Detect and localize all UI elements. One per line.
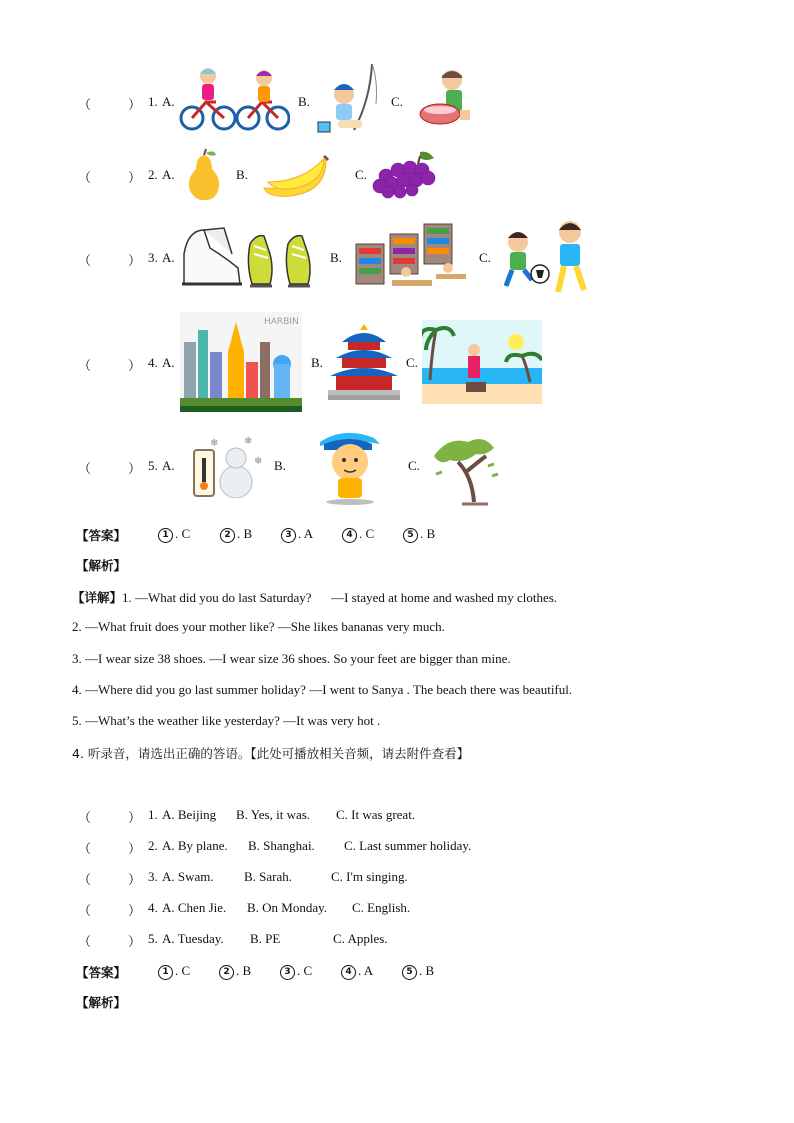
answer-item: 2 . B bbox=[219, 963, 251, 980]
option-b-label: B. bbox=[236, 167, 248, 182]
answer-item: 3 . A bbox=[281, 526, 313, 543]
option-a: A. By plane. bbox=[162, 838, 228, 853]
option-b: B. PE bbox=[250, 931, 281, 946]
detail-line-1: 【详解】1. —What did you do last Saturday? —I stayed at home and washed my clothes. bbox=[72, 590, 558, 605]
answer-label: 【答案】 bbox=[76, 528, 127, 543]
option-b: B. Shanghai. bbox=[248, 838, 315, 853]
analysis-label: 【解析】 bbox=[76, 558, 127, 573]
paren-close: ） bbox=[128, 97, 142, 112]
option-b: B. Yes, it was. bbox=[236, 807, 311, 822]
beach-icon bbox=[422, 320, 542, 404]
grapes-icon bbox=[372, 148, 440, 200]
harbin-city-icon bbox=[180, 312, 302, 412]
question-number: 1. bbox=[148, 94, 158, 109]
shoes-icon bbox=[180, 224, 322, 290]
question-number: 3. bbox=[148, 250, 158, 265]
svg-text:❄: ❄ bbox=[244, 436, 253, 447]
detail-line-2: 2. —What fruit does your mother like? —She likes bananas very much. bbox=[72, 619, 445, 634]
answer-item: 2 . B bbox=[220, 526, 252, 543]
question-number: 3. bbox=[148, 869, 158, 884]
option-b-label: B. bbox=[298, 94, 310, 109]
option-a: A. Tuesday. bbox=[162, 931, 224, 946]
option-b-label: B. bbox=[274, 458, 286, 473]
option-c-label: C. bbox=[391, 94, 403, 109]
paren-close: ） bbox=[128, 841, 142, 856]
paren-open: （ bbox=[78, 810, 92, 825]
paren-open: （ bbox=[78, 841, 92, 856]
option-a-label: A. bbox=[162, 94, 175, 109]
option-c: C. English. bbox=[352, 900, 411, 915]
option-b: B. On Monday. bbox=[247, 900, 328, 915]
windy-tree-icon bbox=[428, 426, 502, 506]
detail-line-5: 5. —What’s the weather like yesterday? —It was very hot . bbox=[72, 713, 381, 728]
answer-item: 3 . C bbox=[280, 963, 312, 980]
answer-item: 5 . B bbox=[403, 526, 435, 543]
option-c: C. Apples. bbox=[333, 931, 388, 946]
question-number: 4. bbox=[148, 900, 158, 915]
option-c: C. Last summer holiday. bbox=[344, 838, 472, 853]
detail-line-3: 3. —I wear size 38 shoes. —I wear size 36 shoes. So your feet are bigger than mine. bbox=[72, 651, 511, 666]
option-a-label: A. bbox=[162, 167, 175, 182]
option-c-label: C. bbox=[406, 355, 418, 370]
paren-open: （ bbox=[78, 358, 92, 373]
option-b-label: B. bbox=[311, 355, 323, 370]
boys-football-icon bbox=[498, 218, 598, 298]
hot-boy-icon bbox=[314, 428, 386, 506]
detail-label: 【详解】 bbox=[72, 590, 123, 605]
boy-washing-clothes-icon bbox=[416, 66, 476, 130]
temple-of-heaven-icon bbox=[328, 322, 400, 402]
library-icon bbox=[352, 220, 468, 298]
answer-item: 5 . B bbox=[402, 963, 434, 980]
option-a: A. Chen Jie. bbox=[162, 900, 227, 915]
paren-close: ） bbox=[128, 170, 142, 185]
option-c-label: C. bbox=[479, 250, 491, 265]
analysis-label: 【解析】 bbox=[76, 995, 127, 1010]
option-c-label: C. bbox=[355, 167, 367, 182]
paren-close: ） bbox=[128, 253, 142, 268]
paren-open: （ bbox=[78, 934, 92, 949]
option-a-label: A. bbox=[162, 250, 175, 265]
option-b: B. Sarah. bbox=[244, 869, 293, 884]
question-number: 2. bbox=[148, 167, 158, 182]
paren-close: ） bbox=[128, 903, 142, 918]
option-c-label: C. bbox=[408, 458, 420, 473]
paren-open: （ bbox=[78, 170, 92, 185]
question-number: 4. bbox=[148, 355, 158, 370]
question-number: 5. bbox=[148, 931, 158, 946]
svg-text:❄: ❄ bbox=[254, 456, 263, 467]
paren-open: （ bbox=[78, 461, 92, 476]
option-c: C. I'm singing. bbox=[331, 869, 408, 884]
option-c: C. It was great. bbox=[336, 807, 416, 822]
boy-fishing-icon bbox=[314, 60, 386, 138]
option-a: A. Swam. bbox=[162, 869, 214, 884]
pear-icon bbox=[184, 147, 224, 201]
question-number: 5. bbox=[148, 458, 158, 473]
question-number: 1. bbox=[148, 807, 158, 822]
paren-open: （ bbox=[78, 97, 92, 112]
option-a-label: A. bbox=[162, 355, 175, 370]
option-a: A. Beijing bbox=[162, 807, 217, 822]
option-a-label: A. bbox=[162, 458, 175, 473]
section-heading: 4. 听录音，请选出正确的答语。【此处可播放相关音频，请去附件查看】 bbox=[72, 746, 470, 761]
paren-close: ） bbox=[128, 810, 142, 825]
answer-item: 4 . C bbox=[342, 526, 374, 543]
paren-open: （ bbox=[78, 872, 92, 887]
answer-item: 4 . A bbox=[341, 963, 373, 980]
paren-close: ） bbox=[128, 934, 142, 949]
answer-label: 【答案】 bbox=[76, 965, 127, 980]
harbin-label: HARBIN bbox=[264, 317, 299, 327]
answer-item: 1 . C bbox=[158, 963, 190, 980]
banana-icon bbox=[260, 152, 332, 200]
option-b-label: B. bbox=[330, 250, 342, 265]
svg-text:❄: ❄ bbox=[210, 438, 219, 449]
paren-open: （ bbox=[78, 253, 92, 268]
detail-line-4: 4. —Where did you go last summer holiday? —I went to Sanya . The beach there was beautiful. bbox=[72, 682, 573, 697]
answer-item: 1 . C bbox=[158, 526, 190, 543]
paren-close: ） bbox=[128, 461, 142, 476]
cold-thermometer-icon bbox=[192, 436, 266, 498]
paren-close: ） bbox=[128, 358, 142, 373]
paren-close: ） bbox=[128, 872, 142, 887]
question-number: 2. bbox=[148, 838, 158, 853]
cycling-kids-icon bbox=[178, 66, 290, 134]
paren-open: （ bbox=[78, 903, 92, 918]
